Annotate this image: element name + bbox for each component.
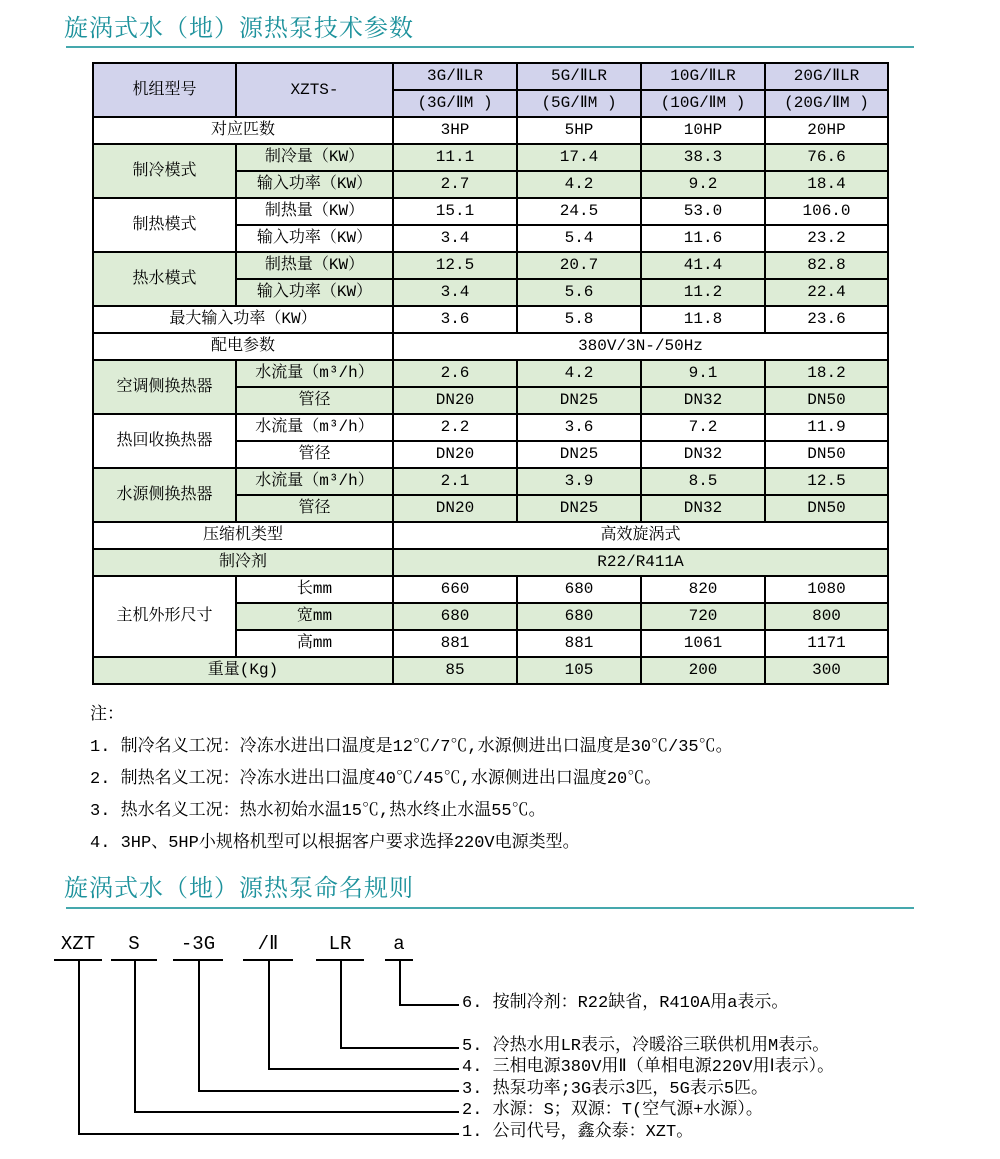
table-cell: 重量(Kg): [93, 657, 393, 684]
table-cell: 680: [517, 576, 641, 603]
table-row: [93, 468, 888, 495]
table-cell: 20G/ⅡLR: [765, 63, 888, 90]
table-cell: DN20: [393, 441, 517, 468]
table-cell: 机组型号: [93, 63, 236, 117]
table-cell: 85: [393, 657, 517, 684]
table-cell: 820: [641, 576, 765, 603]
note-line: 2. 制热名义工况：冷冻水进出口温度40℃/45℃,水源侧进出口温度20℃。: [90, 770, 662, 789]
table-cell: 18.4: [765, 171, 888, 198]
table-cell: 22.4: [765, 279, 888, 306]
table-cell: 2.2: [393, 414, 517, 441]
table-cell: 82.8: [765, 252, 888, 279]
naming-token: a: [385, 932, 413, 961]
table-cell: 3HP: [393, 117, 517, 144]
table-row: [93, 360, 888, 387]
table-cell: 20HP: [765, 117, 888, 144]
table-cell: 23.2: [765, 225, 888, 252]
table-cell: 5.8: [517, 306, 641, 333]
table-row: [93, 657, 888, 684]
table-cell: 制热量（KW）: [236, 252, 393, 279]
table-cell: 3.4: [393, 225, 517, 252]
table-cell: 76.6: [765, 144, 888, 171]
table-cell: 制热模式: [93, 198, 236, 252]
table-row: [93, 333, 888, 360]
table-cell: 7.2: [641, 414, 765, 441]
table-cell: 11.8: [641, 306, 765, 333]
table-row: [93, 63, 888, 90]
table-cell: 720: [641, 603, 765, 630]
table-cell: 10HP: [641, 117, 765, 144]
table-cell: 主机外形尺寸: [93, 576, 236, 657]
table-cell: 200: [641, 657, 765, 684]
table-row: [93, 198, 888, 225]
table-cell: 水流量（m³/h）: [236, 468, 393, 495]
table-row: [93, 144, 888, 171]
table-cell: 高mm: [236, 630, 393, 657]
notes-heading: 注：: [90, 706, 124, 725]
table-cell: 3.9: [517, 468, 641, 495]
naming-label: 1. 公司代号，鑫众泰：XZT。: [462, 1123, 694, 1142]
table-cell: 3.4: [393, 279, 517, 306]
table-cell: 24.5: [517, 198, 641, 225]
table-cell: 9.1: [641, 360, 765, 387]
naming-label: 2. 水源：S；双源：T(空气源+水源）。: [462, 1101, 763, 1120]
table-cell: 12.5: [393, 252, 517, 279]
table-cell: 水流量（m³/h）: [236, 360, 393, 387]
table-cell: 空调侧换热器: [93, 360, 236, 414]
table-cell: 4.2: [517, 171, 641, 198]
table-cell: 881: [393, 630, 517, 657]
table-cell: 12.5: [765, 468, 888, 495]
table-cell: DN20: [393, 495, 517, 522]
naming-label: 6. 按制冷剂：R22缺省，R410A用a表示。: [462, 994, 789, 1013]
table-cell: DN50: [765, 387, 888, 414]
table-row: [93, 252, 888, 279]
table-cell: 输入功率（KW）: [236, 225, 393, 252]
table-cell: 5.6: [517, 279, 641, 306]
table-cell: 15.1: [393, 198, 517, 225]
table-cell: 管径: [236, 387, 393, 414]
table-cell: 20.7: [517, 252, 641, 279]
table-cell: 4.2: [517, 360, 641, 387]
table-cell: 热水模式: [93, 252, 236, 306]
table-cell: 11.2: [641, 279, 765, 306]
naming-label: 4. 三相电源380V用Ⅱ（单相电源220V用Ⅰ表示）。: [462, 1058, 835, 1077]
table-cell: 1080: [765, 576, 888, 603]
section-title-naming-rules: 旋涡式水（地）源热泵命名规则: [64, 877, 414, 904]
table-cell: 对应匹数: [93, 117, 393, 144]
table-cell: R22/R411A: [393, 549, 888, 576]
table-cell: DN25: [517, 441, 641, 468]
notes-block: [90, 700, 733, 860]
table-cell: DN32: [641, 387, 765, 414]
table-cell: 41.4: [641, 252, 765, 279]
table-cell: 10G/ⅡLR: [641, 63, 765, 90]
table-cell: 制冷量（KW）: [236, 144, 393, 171]
table-cell: 38.3: [641, 144, 765, 171]
table-cell: DN50: [765, 441, 888, 468]
table-cell: 800: [765, 603, 888, 630]
table-cell: 11.6: [641, 225, 765, 252]
table-cell: 管径: [236, 495, 393, 522]
table-cell: DN50: [765, 495, 888, 522]
table-row: [93, 576, 888, 603]
table-cell: (10G/ⅡM ): [641, 90, 765, 117]
table-cell: 配电参数: [93, 333, 393, 360]
table-row: [93, 414, 888, 441]
table-cell: 3.6: [393, 306, 517, 333]
table-cell: 制热量（KW）: [236, 198, 393, 225]
section-title-tech-params: 旋涡式水（地）源热泵技术参数: [64, 17, 414, 44]
table-cell: 106.0: [765, 198, 888, 225]
table-cell: 制冷模式: [93, 144, 236, 198]
section-divider: [66, 46, 914, 48]
table-row: [93, 117, 888, 144]
table-cell: 5.4: [517, 225, 641, 252]
table-cell: 长mm: [236, 576, 393, 603]
naming-label: 3. 热泵功率;3G表示3匹，5G表示5匹。: [462, 1080, 769, 1099]
table-cell: 8.5: [641, 468, 765, 495]
table-cell: 23.6: [765, 306, 888, 333]
table-cell: 高效旋涡式: [393, 522, 888, 549]
table-cell: 11.9: [765, 414, 888, 441]
table-cell: (20G/ⅡM ): [765, 90, 888, 117]
table-cell: DN25: [517, 387, 641, 414]
table-cell: DN32: [641, 441, 765, 468]
table-cell: 3.6: [517, 414, 641, 441]
table-cell: 680: [517, 603, 641, 630]
table-cell: 管径: [236, 441, 393, 468]
naming-token: XZT: [54, 932, 102, 961]
table-cell: 53.0: [641, 198, 765, 225]
table-cell: 11.1: [393, 144, 517, 171]
table-row: [93, 549, 888, 576]
table-cell: DN20: [393, 387, 517, 414]
table-cell: 881: [517, 630, 641, 657]
note-line: 4. 3HP、5HP小规格机型可以根据客户要求选择220V电源类型。: [90, 834, 580, 853]
table-cell: 1171: [765, 630, 888, 657]
table-cell: 300: [765, 657, 888, 684]
table-cell: 2.7: [393, 171, 517, 198]
table-cell: 输入功率（KW）: [236, 279, 393, 306]
table-cell: 制冷剂: [93, 549, 393, 576]
naming-token: /Ⅱ: [243, 932, 293, 961]
naming-token: S: [111, 932, 157, 961]
naming-token: -3G: [173, 932, 223, 961]
table-cell: (3G/ⅡM ): [393, 90, 517, 117]
table-cell: XZTS-: [236, 63, 393, 117]
table-cell: 9.2: [641, 171, 765, 198]
table-cell: DN25: [517, 495, 641, 522]
table-cell: 最大输入功率（KW）: [93, 306, 393, 333]
table-cell: DN32: [641, 495, 765, 522]
table-cell: 输入功率（KW）: [236, 171, 393, 198]
table-row: [93, 522, 888, 549]
table-cell: 680: [393, 603, 517, 630]
naming-token: LR: [316, 932, 364, 961]
table-cell: 2.6: [393, 360, 517, 387]
table-cell: 5HP: [517, 117, 641, 144]
table-cell: 5G/ⅡLR: [517, 63, 641, 90]
naming-label: 5. 冷热水用LR表示，冷暖浴三联供机用M表示。: [462, 1037, 830, 1056]
table-cell: (5G/ⅡM ): [517, 90, 641, 117]
spec-table: [92, 62, 889, 685]
table-cell: 660: [393, 576, 517, 603]
table-cell: 17.4: [517, 144, 641, 171]
table-row: [93, 306, 888, 333]
note-line: 3. 热水名义工况：热水初始水温15℃,热水终止水温55℃。: [90, 802, 546, 821]
section-divider: [66, 907, 914, 909]
table-cell: 18.2: [765, 360, 888, 387]
note-line: 1. 制冷名义工况：冷冻水进出口温度是12℃/7℃,水源侧进出口温度是30℃/35℃。: [90, 738, 733, 757]
table-cell: 105: [517, 657, 641, 684]
table-cell: 水流量（m³/h）: [236, 414, 393, 441]
table-cell: 2.1: [393, 468, 517, 495]
table-cell: 压缩机类型: [93, 522, 393, 549]
table-cell: 水源侧换热器: [93, 468, 236, 522]
table-cell: 宽mm: [236, 603, 393, 630]
table-cell: 380V/3N-/50Hz: [393, 333, 888, 360]
connector-line: [399, 961, 459, 1006]
table-cell: 热回收换热器: [93, 414, 236, 468]
table-cell: 3G/ⅡLR: [393, 63, 517, 90]
table-cell: 1061: [641, 630, 765, 657]
